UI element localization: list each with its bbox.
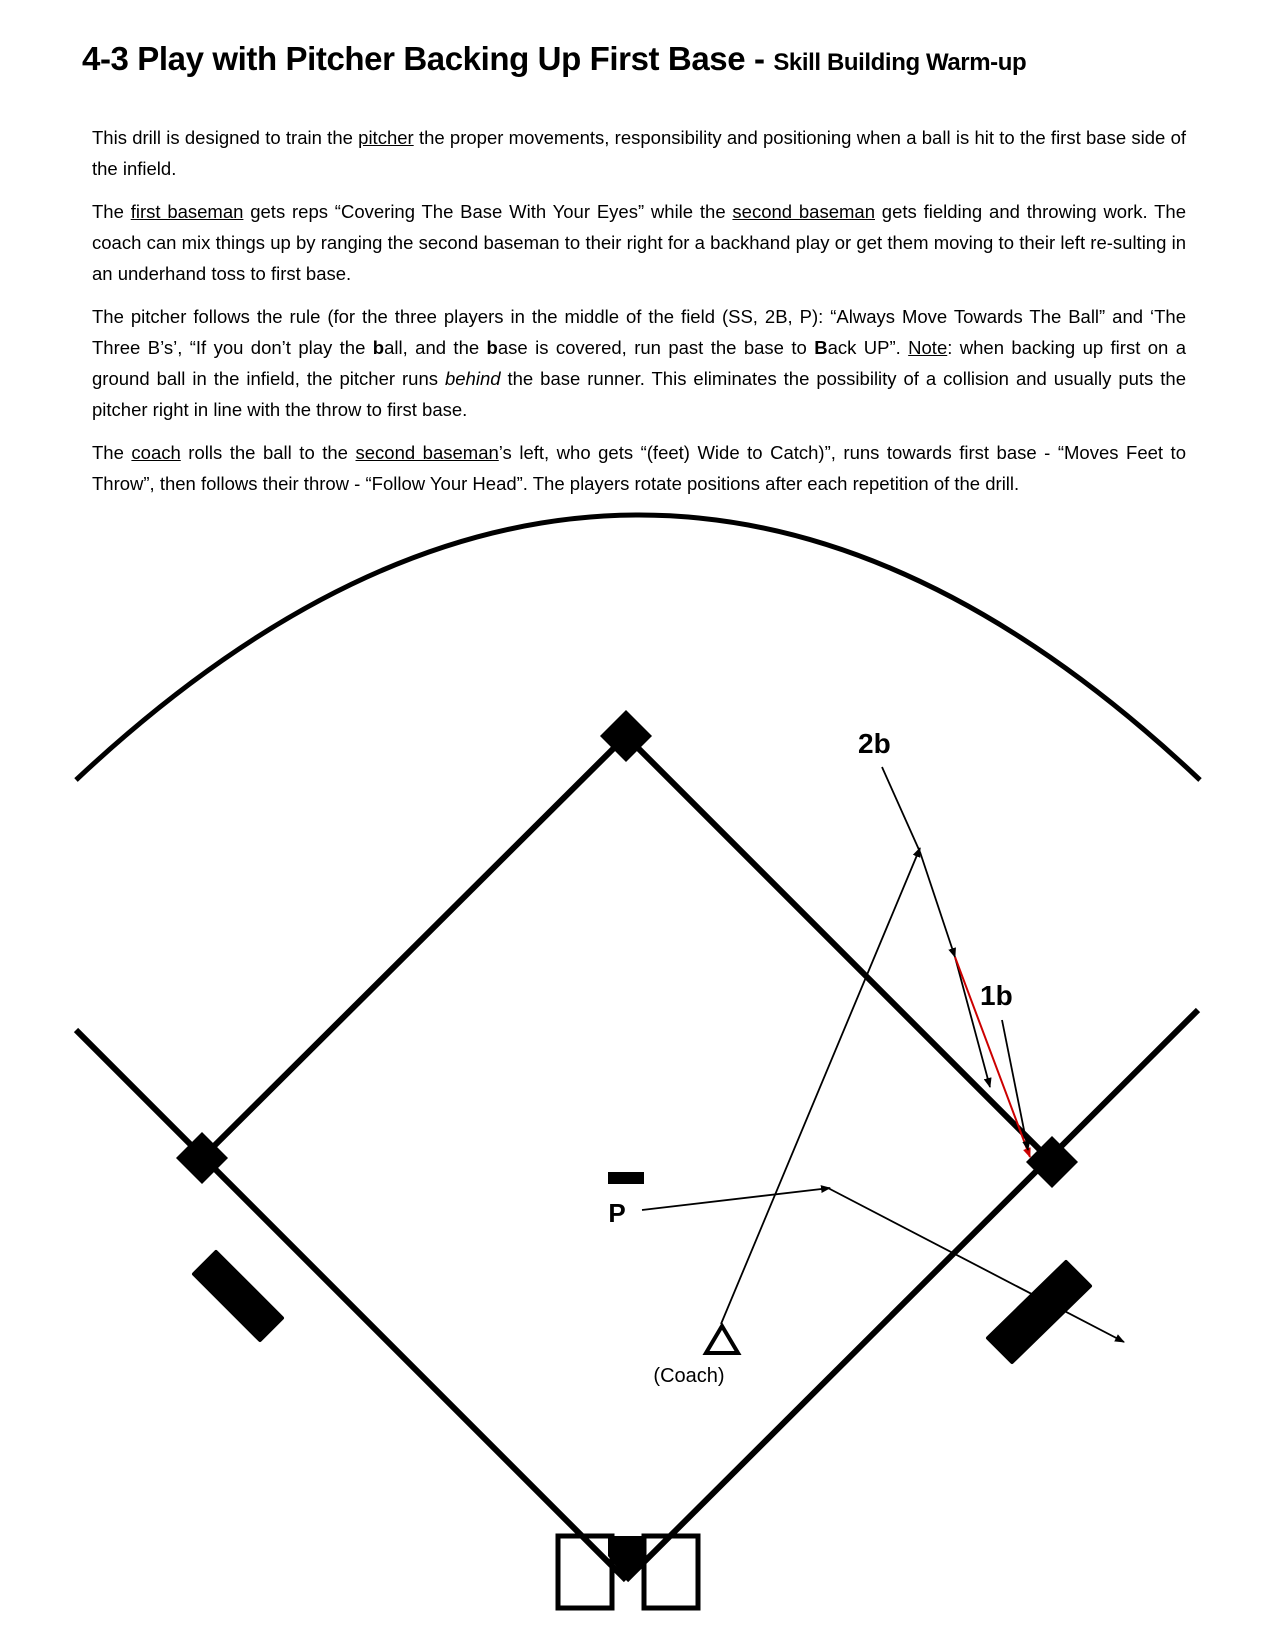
p4-coach: coach (131, 442, 181, 463)
p4-text-c: ’s left, who gets “(feet) Wide to Catch)”, runs towards first base - “Moves Feet to Throw”, then follows their throw - “Follow Your Head”. The players rotate positions after each repetition of the drill. (92, 442, 1186, 494)
label-first-baseman: 1b (980, 980, 1013, 1011)
p3-behind: behind (444, 368, 501, 389)
p3-text-f: the base runner. This eliminates the possibility of a collision and usually puts the pitcher right in line with the throw to first base. (92, 368, 1186, 420)
coach-marker-icon (706, 1326, 738, 1353)
first-baseman-path (1002, 1020, 1028, 1150)
p4-second-baseman: second baseman (355, 442, 499, 463)
basepath-third-to-second (202, 736, 626, 1158)
batters-box-right (644, 1536, 698, 1608)
label-coach: (Coach) (653, 1365, 725, 1387)
p2-first-baseman: first baseman (130, 201, 244, 222)
p3-text-d: ack UP”. (827, 337, 909, 358)
p3-text-b: all, and the (384, 337, 487, 358)
basepath-second-to-first (626, 736, 1052, 1162)
second-baseman-path-1 (882, 767, 920, 852)
label-second-baseman: 2b (858, 728, 891, 759)
pitchers-rubber (608, 1172, 644, 1184)
foul-line-right (626, 1010, 1198, 1580)
foul-line-left (76, 1030, 626, 1580)
p1-pitcher: pitcher (358, 127, 414, 148)
p3-bold-b3: B (814, 337, 828, 358)
p2-second-baseman: second baseman (732, 201, 875, 222)
ball-roll-path (721, 848, 920, 1324)
p2-text-a: The (92, 201, 131, 222)
second-baseman-path-2 (920, 852, 955, 957)
pitcher-path-2 (828, 1188, 1124, 1342)
p3-bold-b2: b (486, 337, 498, 358)
p3-text-a: The pitcher follows the rule (for the three players in the middle of the field (SS, 2B, P): “Always Move Towards The Ball” and ‘The Three B’s’, “If you don’t play the (92, 306, 1186, 358)
pitcher-path-1 (642, 1188, 830, 1210)
coach-box-first (988, 1262, 1090, 1362)
p2-text-c: gets fielding and throwing work. The coach can mix things up by ranging the second baseman to their right for a backhand play or get them moving to their left re-sulting in an underhand toss to first base. (92, 201, 1186, 284)
batters-box-left (558, 1536, 612, 1608)
p4-text-a: The (92, 442, 132, 463)
p1-text-a: This drill is designed to train the (92, 127, 359, 148)
p3-note: Note (908, 337, 948, 358)
p4-text-b: rolls the ball to the (180, 442, 356, 463)
p1-text-b: the proper movements, responsibility and positioning when a ball is hit to the first base side of the infield. (92, 127, 1186, 179)
title-main: 4-3 Play with Pitcher Backing Up First Base - (82, 40, 774, 77)
p2-text-b: gets reps “Covering The Base With Your Eyes” while the (243, 201, 733, 222)
p3-bold-b1: b (372, 337, 385, 358)
p3-text-c: ase is covered, run past the base to (497, 337, 815, 358)
coach-box-third (194, 1252, 282, 1340)
title-subtitle: Skill Building Warm-up (773, 49, 1027, 76)
label-pitcher: P (608, 1198, 626, 1228)
p3-text-e: : when backing up first on a ground ball in the infield, the pitcher runs (92, 337, 1187, 389)
